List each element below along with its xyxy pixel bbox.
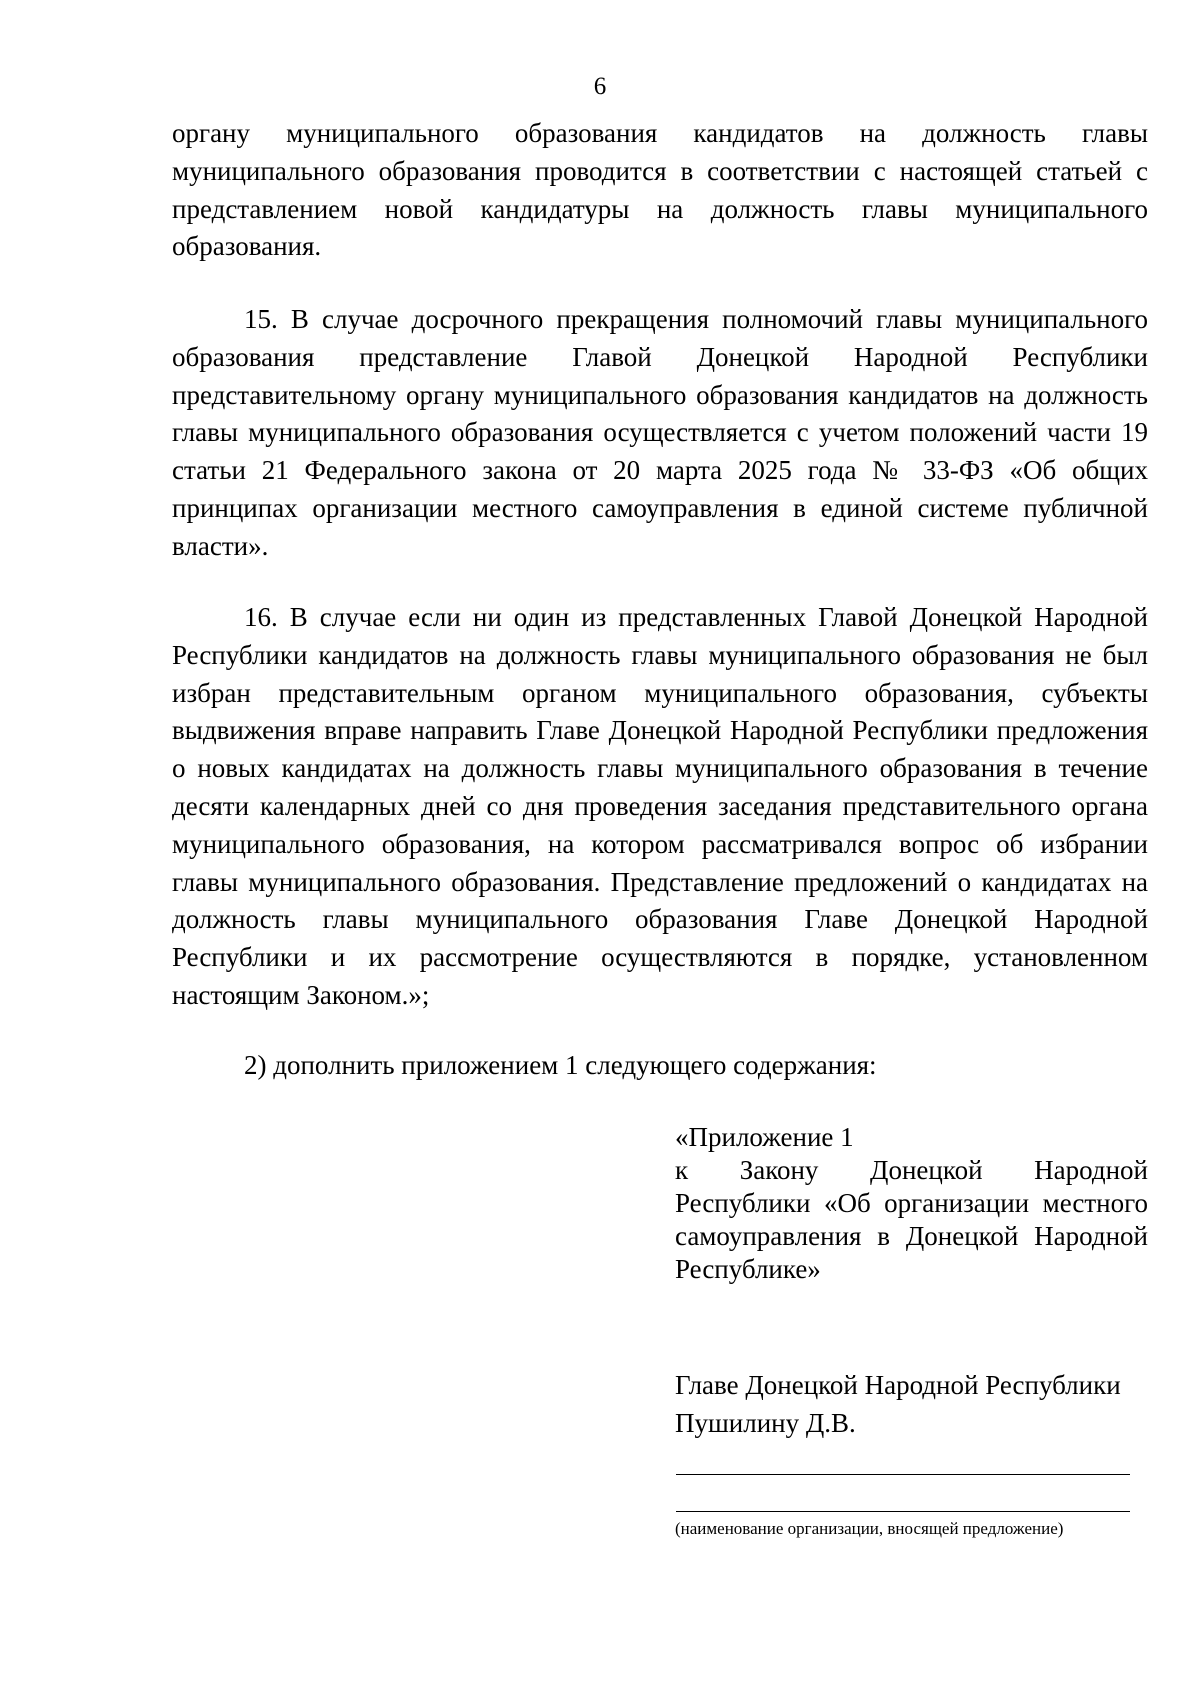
appendix-reference: к Закону Донецкой Народной Республики «Об организации местного самоуправления в Донецкой Народной Республике» [675, 1155, 1148, 1284]
paragraph-item-2 [172, 1047, 1148, 1085]
paragraph-15-text: 15. В случае досрочного прекращения полномочий главы муниципального образования представление Главой Донецкой Народной Республики представительному органу муниципального образования кандидатов на должность главы муниципального образования осуществляется с учетом положений части 19 статьи 21 Федерального закона от 20 марта 2025 года № 33-ФЗ «Об общих принципах организации местного самоуправления в единой системе публичной власти». [172, 304, 1148, 561]
paragraph-15 [172, 301, 1148, 566]
signature-line-2 [676, 1511, 1130, 1512]
page-number: 6 [593, 73, 607, 100]
paragraph-item-2-text: 2) дополнить приложением 1 следующего содержания: [244, 1050, 877, 1080]
paragraph-16 [172, 599, 1148, 1015]
paragraph-continuation [172, 115, 1148, 266]
addressee-block [675, 1366, 1175, 1442]
paragraph-16-text: 16. В случае если ни один из представленных Главой Донецкой Народной Республики кандидатов на должность главы муниципального образования не был избран представительным органом муниципального образования, субъекты выдвижения вправе направить Главе Донецкой Народной Республики предложения о новых кандидатах на должность главы муниципального образования в течение десяти календарных дней со дня проведения заседания представительного органа муниципального образования, на котором рассматривался вопрос об избрании главы муниципального образования. Представление предложений о кандидатах на должность главы муниципального образования Главе Донецкой Народной Республики и их рассмотрение осуществляются в порядке, установленном настоящим Законом.»; [172, 602, 1148, 1010]
appendix-title: «Приложение 1 [675, 1122, 854, 1152]
signature-caption: (наименование организации, вносящей предложение) [675, 1519, 1064, 1538]
paragraph-continuation-text: органу муниципального образования кандидатов на должность главы муниципального образования проводится в соответствии с настоящей статьей с представлением новой кандидатуры на должность главы муниципального образования. [172, 118, 1148, 262]
addressee-line-2: Пушилину Д.В. [675, 1408, 856, 1438]
signature-line-1 [676, 1474, 1130, 1475]
addressee-line-1: Главе Донецкой Народной Республики [675, 1370, 1121, 1400]
appendix-heading [675, 1121, 1148, 1286]
